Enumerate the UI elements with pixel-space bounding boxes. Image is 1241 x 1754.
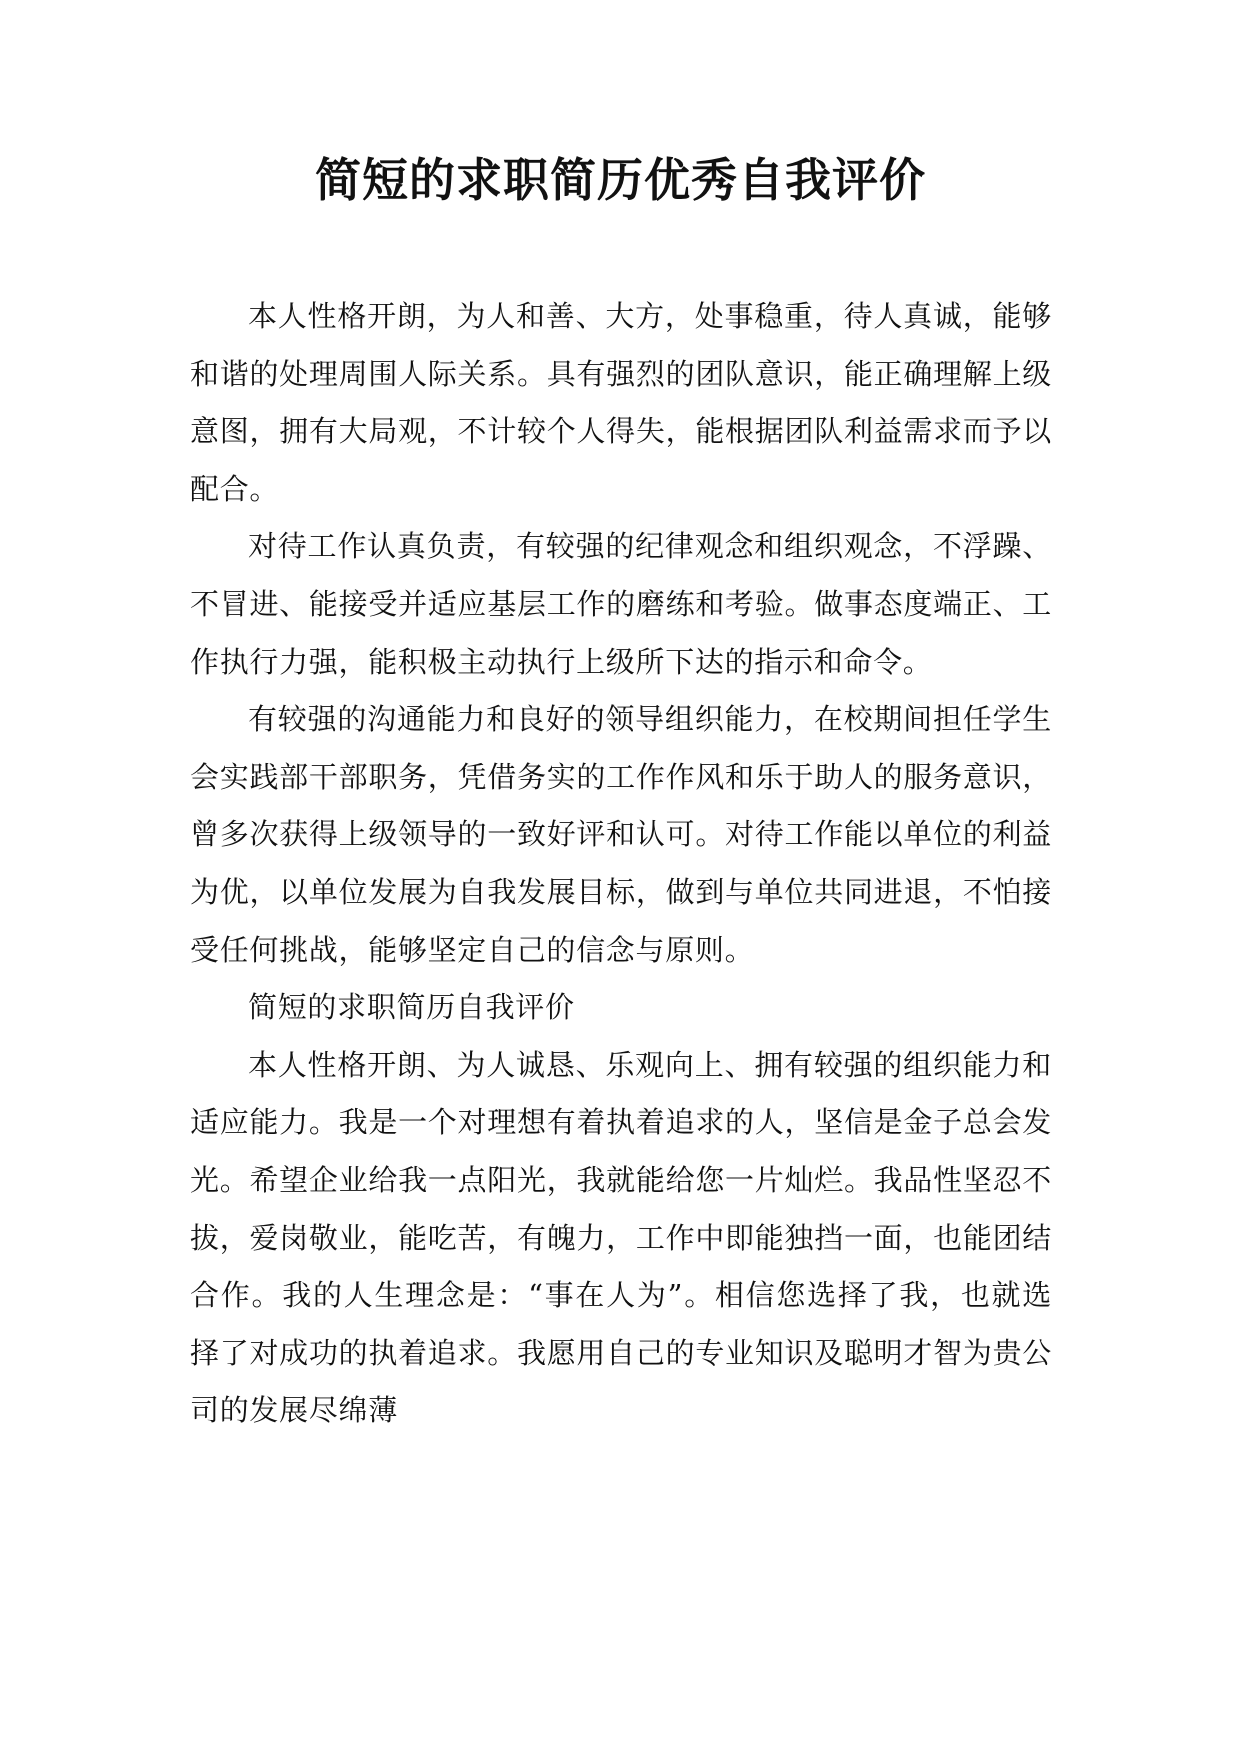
paragraph-personality: 本人性格开朗，为人和善、大方，处事稳重，待人真诚，能够和谐的处理周围人际关系。具有强烈的团队意识，能正确理解上级意图，拥有大局观，不计较个人得失，能根据团队利益需求而予以配合。 [190,299,1052,506]
paragraph-self-evaluation: 本人性格开朗、为人诚恳、乐观向上、拥有较强的组织能力和适应能力。我是一个对理想有着执着追求的人，坚信是金子总会发光。希望企业给我一点阳光，我就能给您一片灿烂。我品性坚忍不拔，爱岗敬业，能吃苦，有魄力，工作中即能独挡一面，也能团结合作。我的人生理念是：“事在人为”。相信您选择了我，也就选择了对成功的执着追求。我愿用自己的专业知识及聪明才智为贵公司的发展尽绵薄 [190,1047,1052,1428]
document-body [190,288,1052,1440]
section-subheading: 简短的求职简历自我评价 [248,990,575,1025]
document-title: 简短的求职简历优秀自我评价 [315,153,926,207]
paragraph-communication: 有较强的沟通能力和良好的领导组织能力，在校期间担任学生会实践部干部职务，凭借务实的工作作风和乐于助人的服务意识，曾多次获得上级领导的一致好评和认可。对待工作能以单位的利益为优，以单位发展为自我发展目标，做到与单位共同进退，不怕接受任何挑战，能够坚定自己的信念与原则。 [190,702,1052,967]
paragraph-work-attitude: 对待工作认真负责，有较强的纪律观念和组织观念，不浮躁、不冒进、能接受并适应基层工作的磨练和考验。做事态度端正、工作执行力强，能积极主动执行上级所下达的指示和命令。 [190,529,1052,679]
